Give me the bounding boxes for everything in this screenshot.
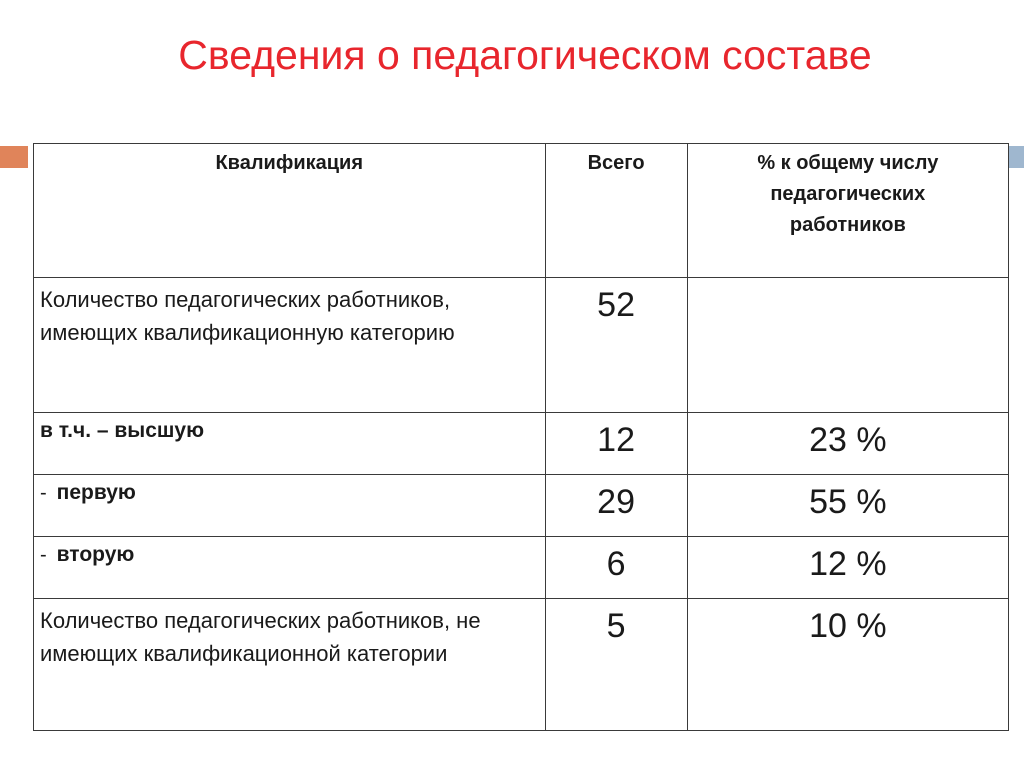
table-header-row	[34, 144, 1009, 278]
row-percent: 10 %	[687, 599, 1008, 731]
staff-table	[33, 143, 1009, 731]
row-label: - вторую	[34, 537, 546, 599]
table-row	[34, 599, 1009, 731]
page-title: Сведения о педагогическом составе	[178, 32, 872, 78]
row-total: 6	[545, 537, 687, 599]
table-row	[34, 278, 1009, 413]
table-row	[34, 413, 1009, 475]
header-cell: Всего	[545, 144, 687, 278]
row-total: 52	[545, 278, 687, 413]
row-label: Количество педагогических работников, не имеющих квалификационной категории	[34, 599, 546, 731]
table-row	[34, 537, 1009, 599]
row-label: - первую	[34, 475, 546, 537]
row-percent: 23 %	[687, 413, 1008, 475]
header-cell: Квалификация	[34, 144, 546, 278]
row-total: 12	[545, 413, 687, 475]
row-label: в т.ч. – высшую	[34, 413, 546, 475]
header-cell: % к общему числу педагогических работников	[687, 144, 1008, 278]
row-total: 29	[545, 475, 687, 537]
table-row	[34, 475, 1009, 537]
row-total: 5	[545, 599, 687, 731]
row-percent	[687, 278, 1008, 413]
decor-bar-orange	[0, 146, 28, 168]
row-label: Количество педагогических работников, имеющих квалификационную категорию	[34, 278, 546, 413]
row-percent: 55 %	[687, 475, 1008, 537]
row-percent: 12 %	[687, 537, 1008, 599]
